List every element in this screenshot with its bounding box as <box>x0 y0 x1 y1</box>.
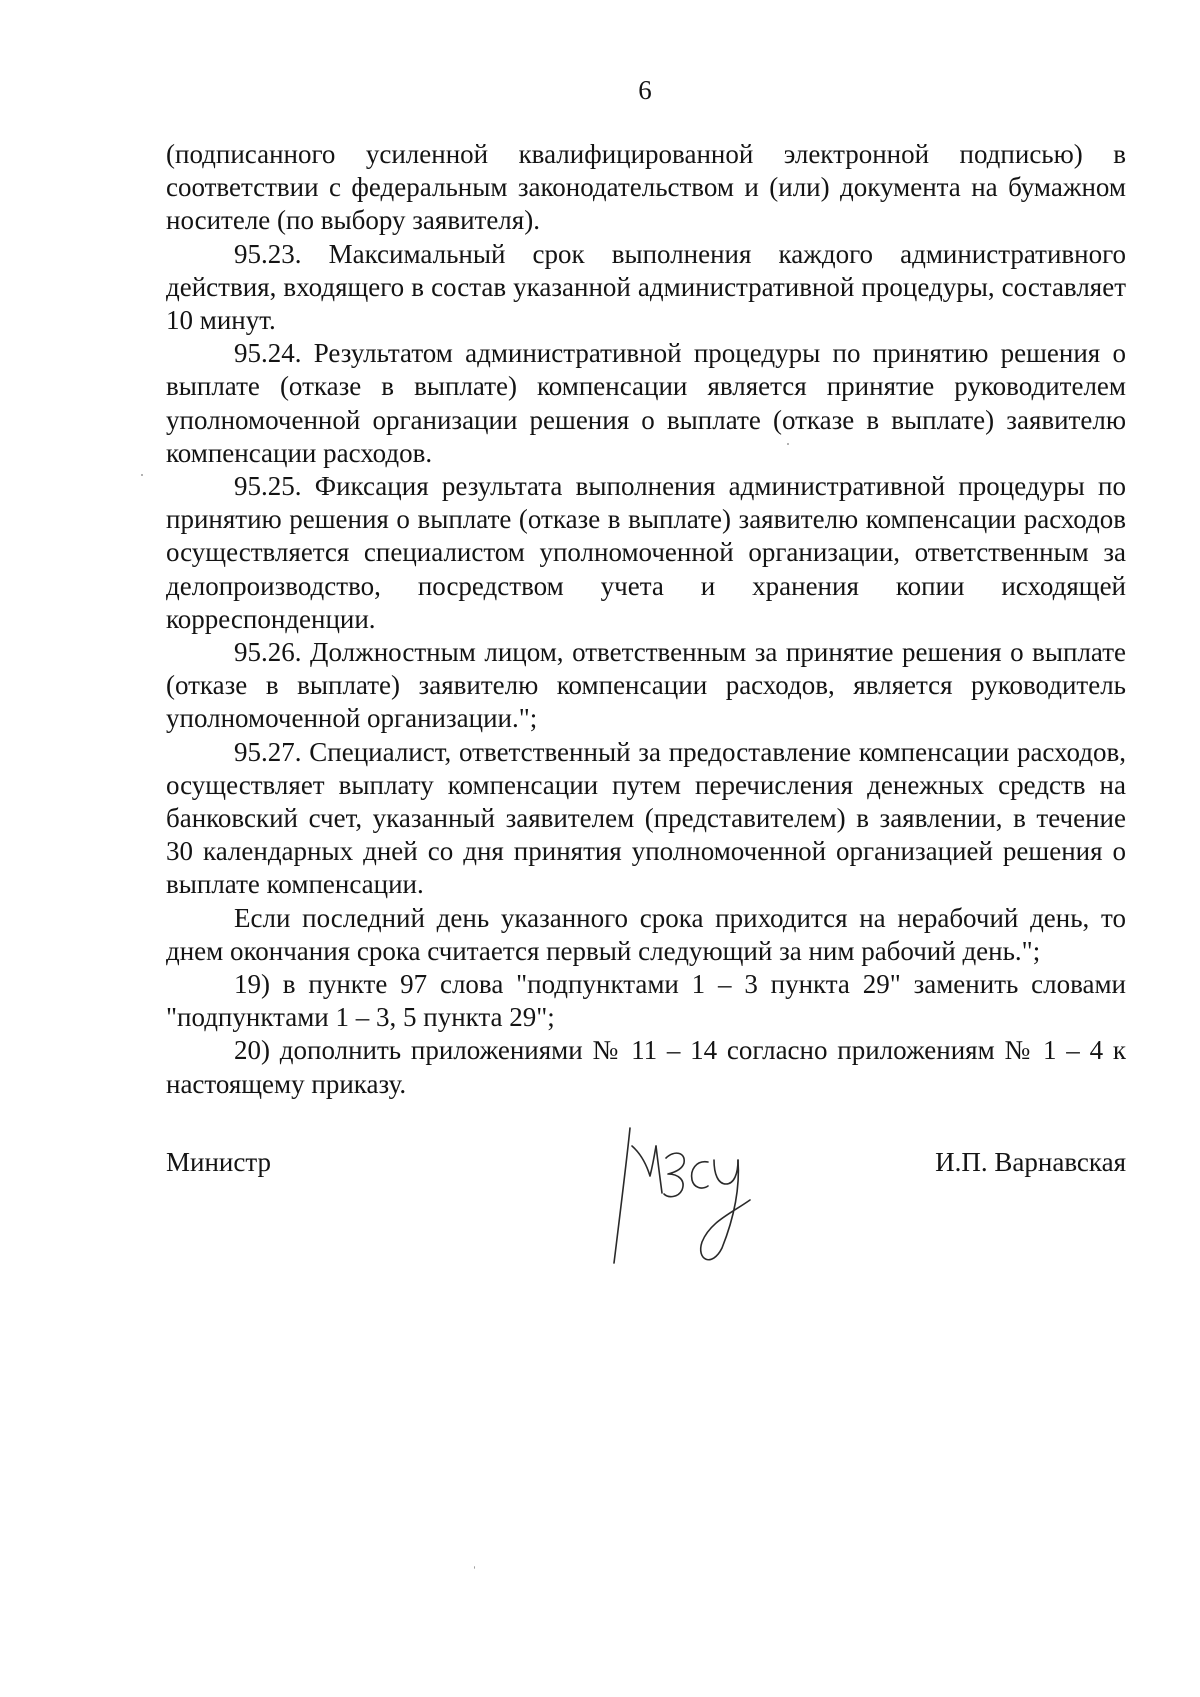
scan-artifact <box>474 1566 475 1569</box>
page-number: 6 <box>638 75 652 105</box>
paragraph-deadline-note: Если последний день указанного срока приходится на нерабочий день, то днем окончания срока считается первый следующий за ним рабочий день."; <box>166 902 1126 966</box>
paragraph-95-27: 95.27. Специалист, ответственный за предоставление компенсации расходов, осуществляет выплату компенсации путем перечисления денежных средств на банковский счет, указанный заявителем (представителем) в заявлении, в течение 30 календарных дней со дня принятия уполномоченной организацией решения о выплате компенсации. <box>166 736 1126 900</box>
signatory-position: Министр <box>166 1147 271 1177</box>
paragraph-95-23: 95.23. Максимальный срок выполнения каждого административного действия, входящего в состав указанной административной процедуры, составляет 10 минут. <box>166 238 1126 336</box>
document-body <box>166 138 1126 1101</box>
paragraph-continuation: (подписанного усиленной квалифицированной электронной подписью) в соответствии с федеральным законодательством и (или) документа на бумажном носителе (по выбору заявителя). <box>166 139 1126 236</box>
scan-artifact <box>141 474 143 476</box>
handwritten-signature <box>600 1118 770 1268</box>
paragraph-item-19: 19) в пункте 97 слова "подпунктами 1 – 3 пункта 29" заменить словами "подпунктами 1 – 3, 5 пункта 29"; <box>166 969 1126 1033</box>
paragraph-95-25: 95.25. Фиксация результата выполнения административной процедуры по принятию решения о выплате (отказе в выплате) заявителю компенсации расходов осуществляется специалистом уполномоченной организации, ответственным за делопроизводство, посредством учета и хранения копии исходящей корреспонденции. <box>166 471 1126 634</box>
paragraph-item-20: 20) дополнить приложениями № 11 – 14 согласно приложениям № 1 – 4 к настоящему приказу. <box>166 1035 1126 1099</box>
paragraph-95-24: 95.24. Результатом административной процедуры по принятию решения о выплате (отказе в выплате) компенсации является принятие руководителем уполномоченной организации решения о выплате (отказе в выплате) заявителю компенсации расходов. <box>166 338 1126 468</box>
scan-artifact <box>787 443 789 445</box>
signatory-name: И.П. Варнавская <box>935 1147 1126 1177</box>
paragraph-95-26: 95.26. Должностным лицом, ответственным за принятие решения о выплате (отказе в выплате) заявителю компенсации расходов, является руководитель уполномоченной организации."; <box>166 637 1126 734</box>
